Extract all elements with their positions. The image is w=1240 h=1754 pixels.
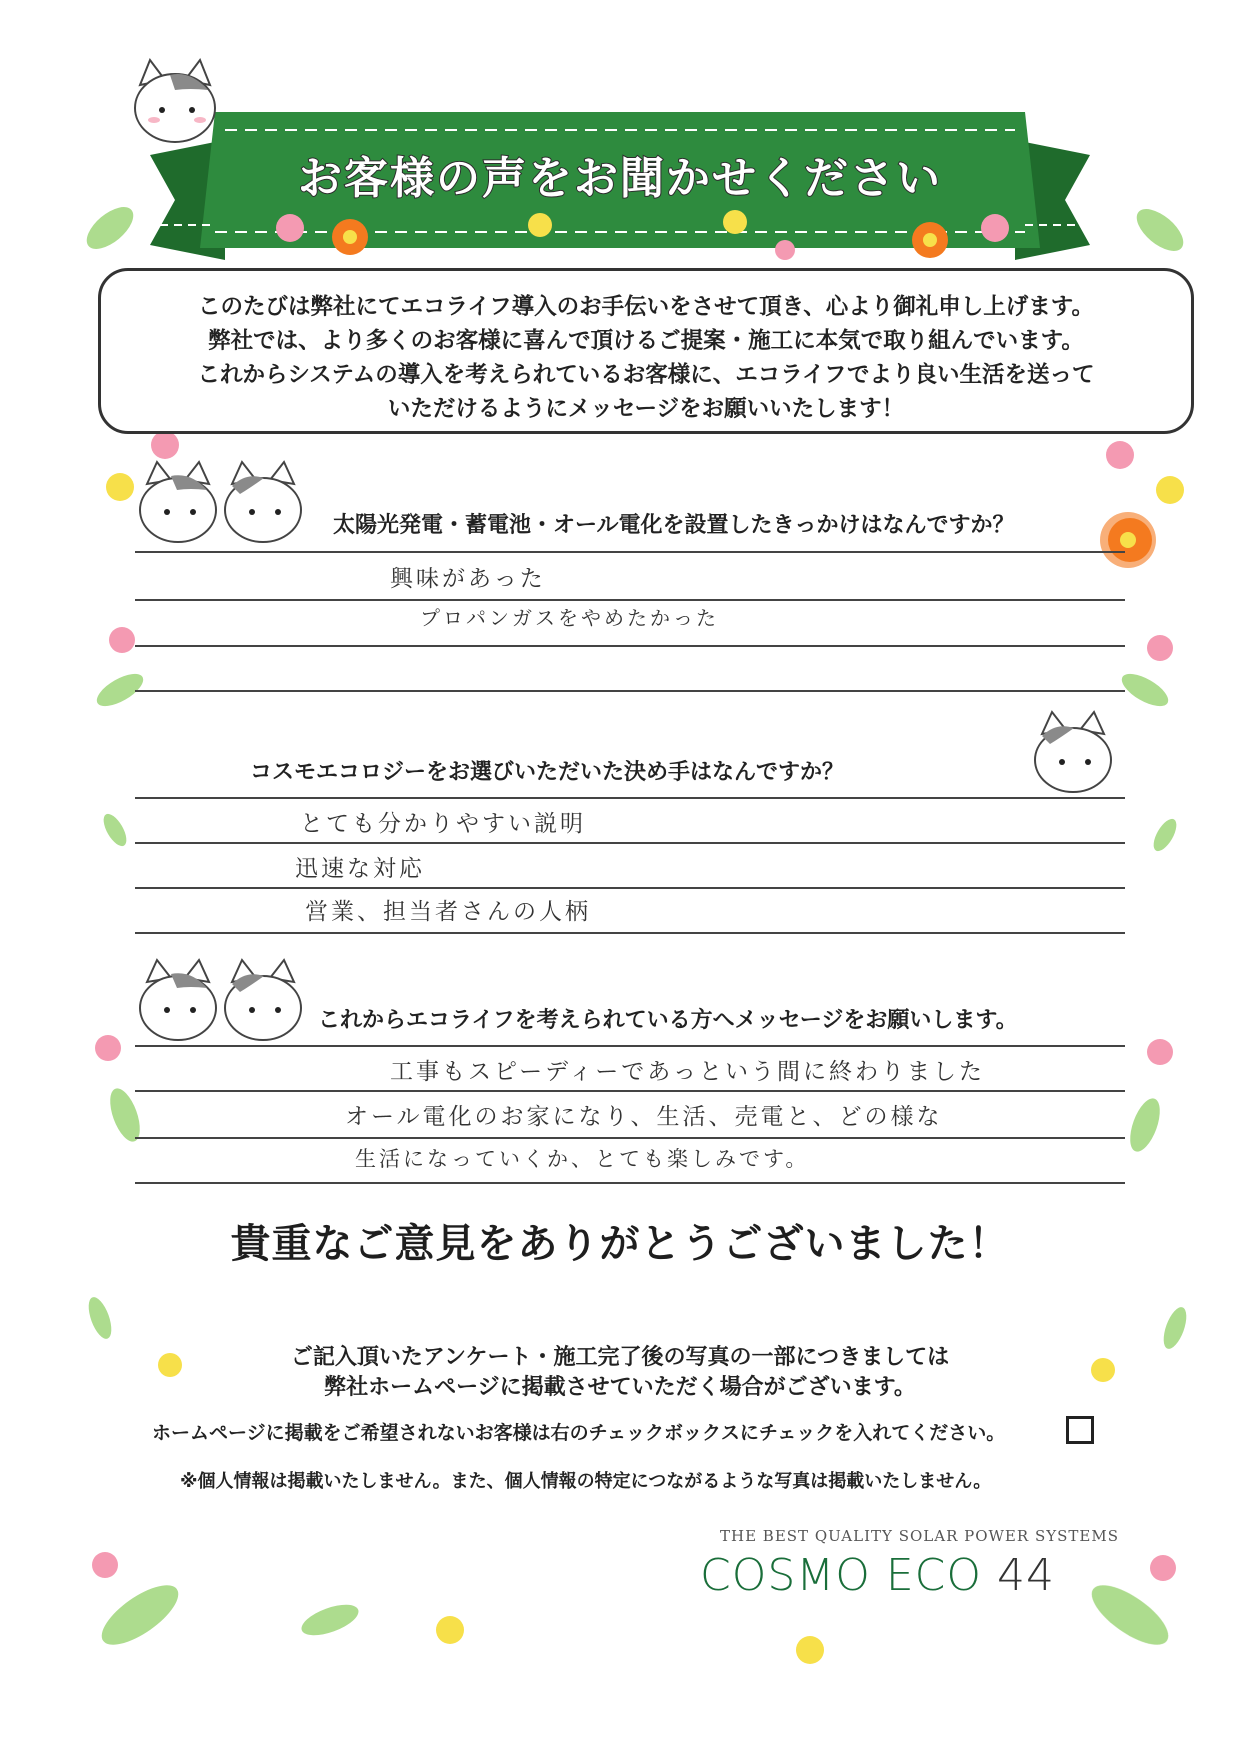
answer-2-1: とても分かりやすい説明 xyxy=(300,811,586,837)
answer-1-2: プロパンガスをやめたかった xyxy=(420,606,719,630)
logo-number: 44 xyxy=(997,1550,1056,1601)
cat-icon xyxy=(1030,712,1120,802)
notice-line-2: 弊社ホームページに掲載させていただく場合がございます。 xyxy=(324,1375,916,1400)
thanks-message: 貴重なご意見をありがとうございました！ xyxy=(230,1221,1010,1267)
answer-2-2: 迅速な対応 xyxy=(295,856,425,882)
question-2: コスモエコロジーをお選びいただいた決め手はなんですか？ xyxy=(250,760,845,785)
cat-pair-icon xyxy=(135,960,305,1055)
page-title: お客様の声をお聞かせください xyxy=(298,153,942,204)
question-3: これからエコライフを考えられている方へメッセージをお願いします。 xyxy=(318,1008,1018,1033)
answer-line xyxy=(135,842,1125,844)
cat-pair-icon xyxy=(135,462,305,557)
opt-out-checkbox[interactable] xyxy=(1066,1416,1094,1444)
intro-line: いただけるようにメッセージをお願いいたします！ xyxy=(387,396,905,422)
answer-line xyxy=(135,1090,1125,1092)
answer-line xyxy=(135,1137,1125,1139)
answer-line xyxy=(135,797,1125,799)
notice-line-1: ご記入頂いたアンケート・施工完了後の写真の一部につきましては xyxy=(290,1345,950,1370)
intro-line: 弊社では、より多くのお客様に喜んで頂けるご提案・施工に本気で取り組んでいます。 xyxy=(208,328,1084,354)
answer-line xyxy=(135,645,1125,647)
answer-3-3: 生活になっていくか、とても楽しみです。 xyxy=(355,1147,810,1171)
answer-line xyxy=(135,1045,1125,1047)
privacy-note: ※個人情報は掲載いたしません。また、個人情報の特定につながるような写真は掲載いたしません。 xyxy=(180,1471,992,1492)
answer-line xyxy=(135,599,1125,601)
intro-box xyxy=(98,268,1194,434)
answer-line xyxy=(135,690,1125,692)
logo-tagline: THE BEST QUALITY SOLAR POWER SYSTEMS xyxy=(720,1527,1119,1545)
question-1: 太陽光発電・蓄電池・オール電化を設置したきっかけはなんですか？ xyxy=(333,513,1015,538)
answer-line xyxy=(135,551,1125,553)
answer-3-2: オール電化のお家になり、生活、売電と、どの様な xyxy=(345,1104,943,1130)
intro-line: これからシステムの導入を考えられているお客様に、エコライフでより良い生活を送って xyxy=(197,362,1095,388)
answer-1-1: 興味があった xyxy=(390,566,546,592)
checkbox-label: ホームページに掲載をご希望されないお客様は右のチェックボックスにチェックを入れてください。 xyxy=(152,1422,1006,1444)
logo-name: COSMO ECO xyxy=(700,1550,983,1601)
answer-3-1: 工事もスピーディーであっという間に終わりました xyxy=(390,1059,986,1085)
intro-line: このたびは弊社にてエコライフ導入のお手伝いをさせて頂き、心より御礼申し上げます。 xyxy=(198,294,1094,320)
company-logo xyxy=(700,1550,1055,1601)
answer-line xyxy=(135,932,1125,934)
answer-line xyxy=(135,887,1125,889)
answer-line xyxy=(135,1182,1125,1184)
answer-2-3: 営業、担当者さんの人柄 xyxy=(305,899,591,925)
